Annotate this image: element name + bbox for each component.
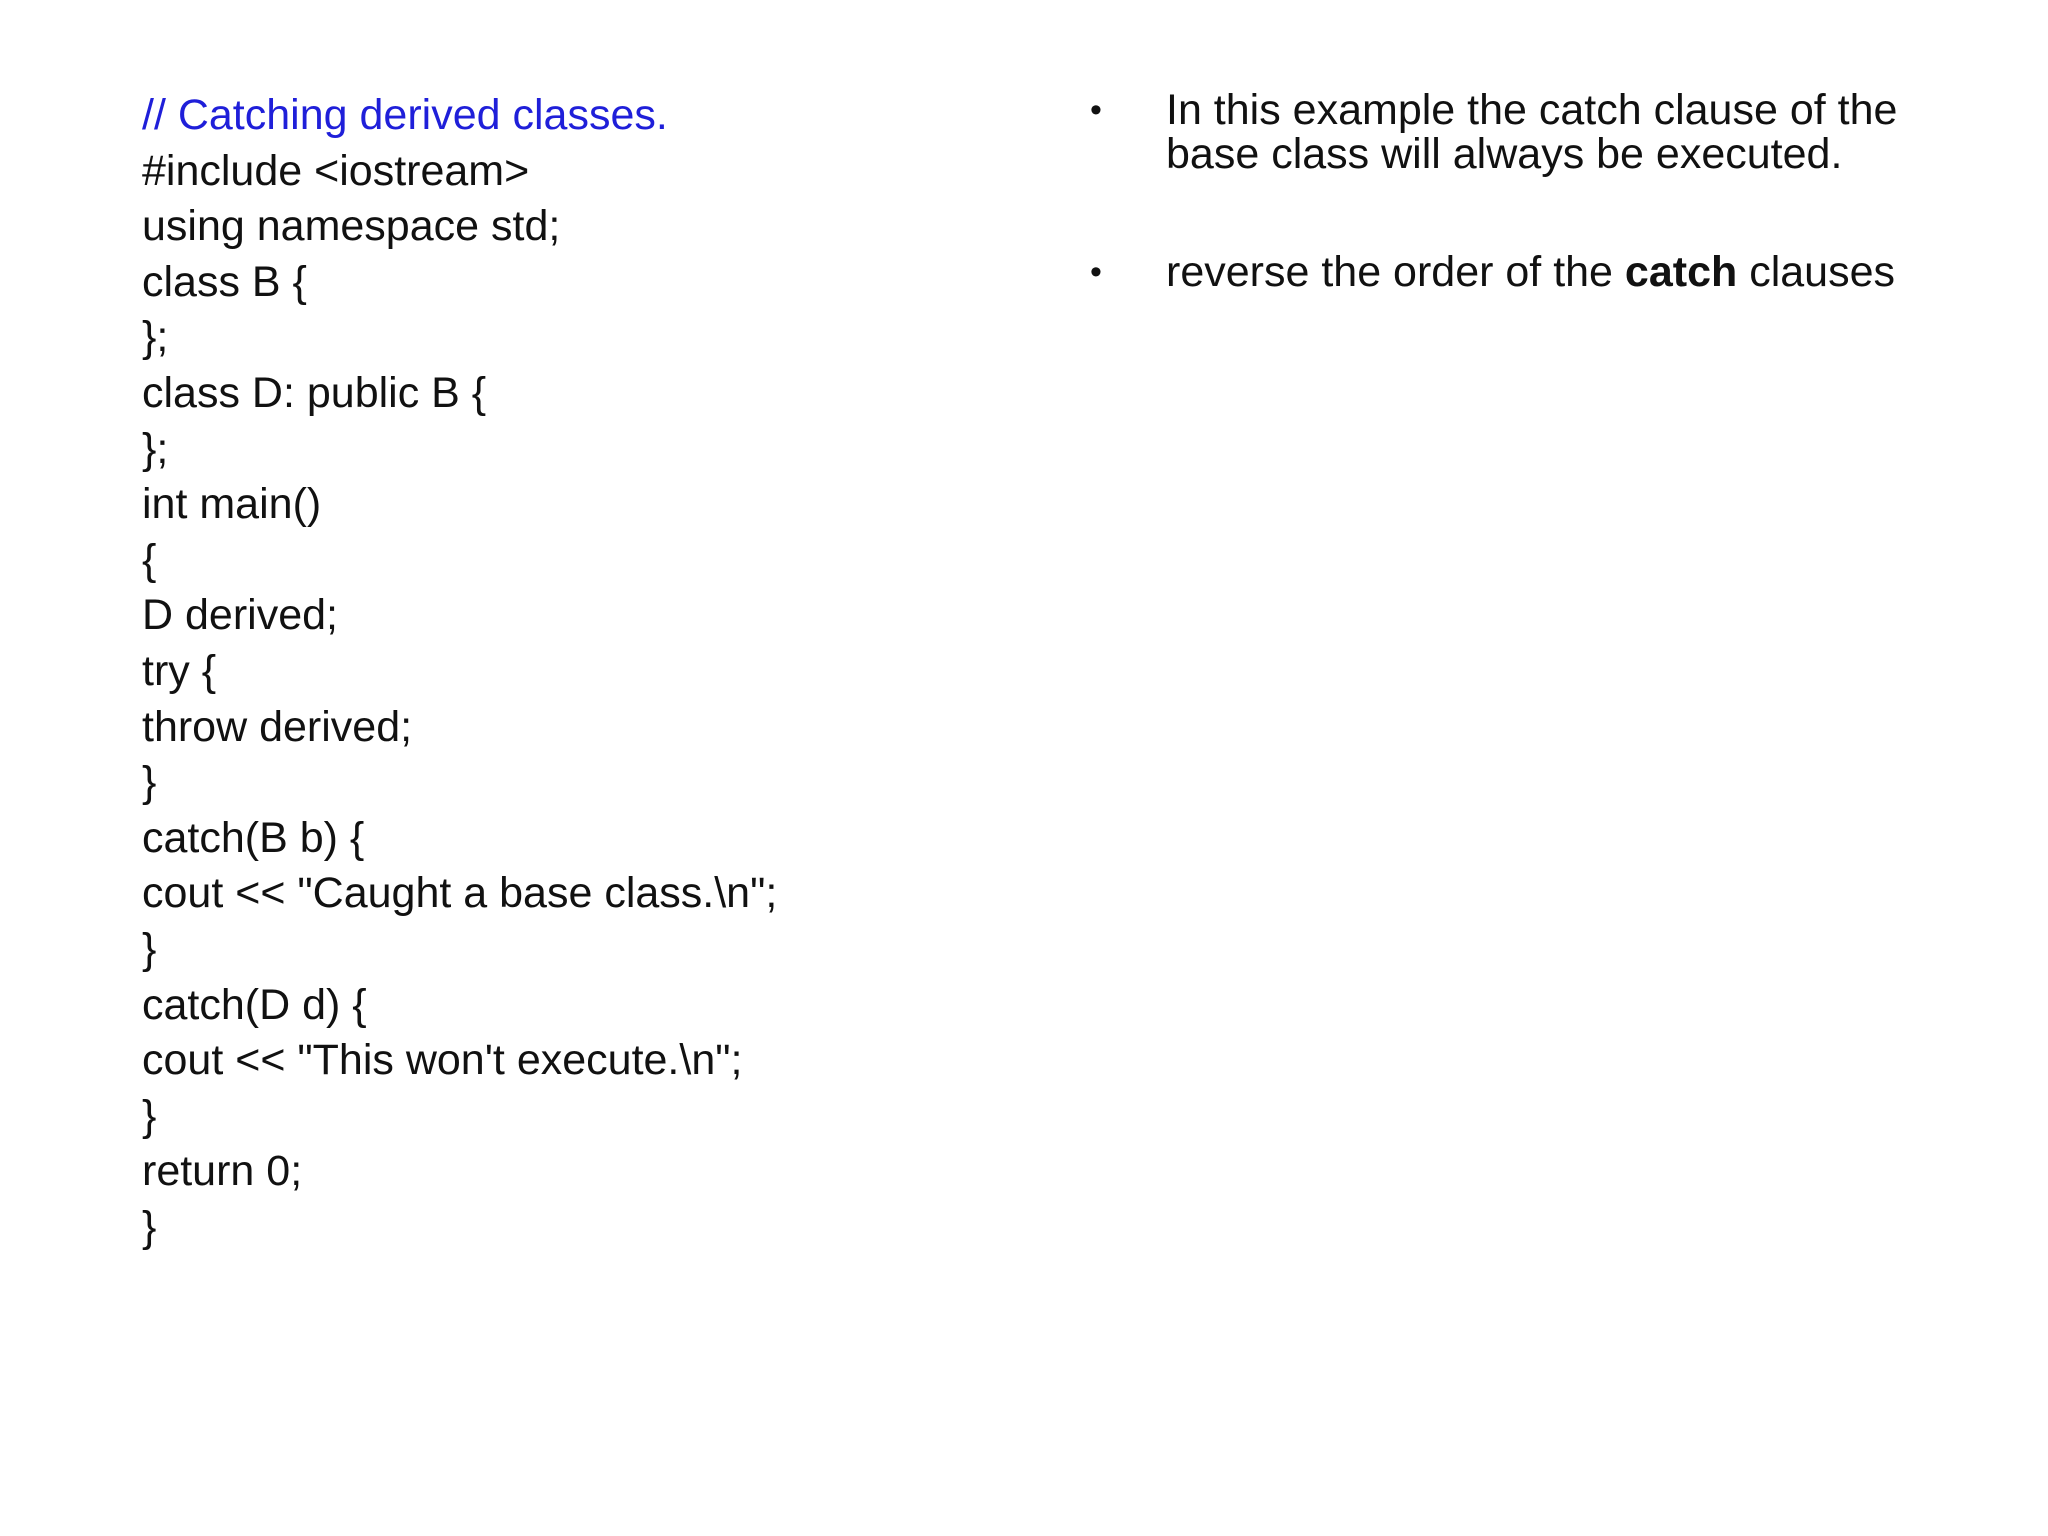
code-line-12: throw derived; xyxy=(142,702,413,751)
code-line-4: class B { xyxy=(142,257,307,306)
code-line-1: // Catching derived classes. xyxy=(142,91,668,139)
code-line-10: D derived; xyxy=(142,591,338,640)
code-line-21: } xyxy=(142,1202,157,1251)
bullet-marker: • xyxy=(1090,253,1102,291)
code-line-19: } xyxy=(142,1091,157,1140)
code-line-18: cout << "This won't execute.\n"; xyxy=(142,1036,743,1085)
code-line-6: class D: public B { xyxy=(142,368,487,417)
code-line-2: #include <iostream> xyxy=(142,146,530,195)
bullet-text: In this example the catch clause of the base class will always be executed. xyxy=(1166,86,1898,178)
code-line-3: using namespace std; xyxy=(142,202,561,251)
bullet-item-base-class-executes xyxy=(1082,88,2002,176)
bullet-marker: • xyxy=(1090,91,1102,129)
code-line-5: }; xyxy=(142,313,169,362)
code-line-20: return 0; xyxy=(142,1147,303,1196)
bullet-text-part: clauses xyxy=(1737,248,1896,296)
code-line-8: int main() xyxy=(142,480,322,529)
code-line-15: cout << "Caught a base class.\n"; xyxy=(142,869,778,918)
bullet-text-keyword-catch: catch xyxy=(1624,248,1738,296)
code-line-7: }; xyxy=(142,424,169,473)
code-line-9: { xyxy=(142,535,157,584)
code-line-17: catch(D d) { xyxy=(142,980,367,1029)
code-line-14: catch(B b) { xyxy=(142,813,365,862)
code-line-11: try { xyxy=(142,646,217,695)
code-line-13: } xyxy=(142,758,157,807)
bullet-list xyxy=(1082,88,2002,368)
code-line-16: } xyxy=(142,924,157,973)
code-listing xyxy=(142,88,1042,1255)
bullet-text-part: reverse the order of the xyxy=(1166,248,1625,296)
bullet-item-reverse-order xyxy=(1082,250,2002,294)
